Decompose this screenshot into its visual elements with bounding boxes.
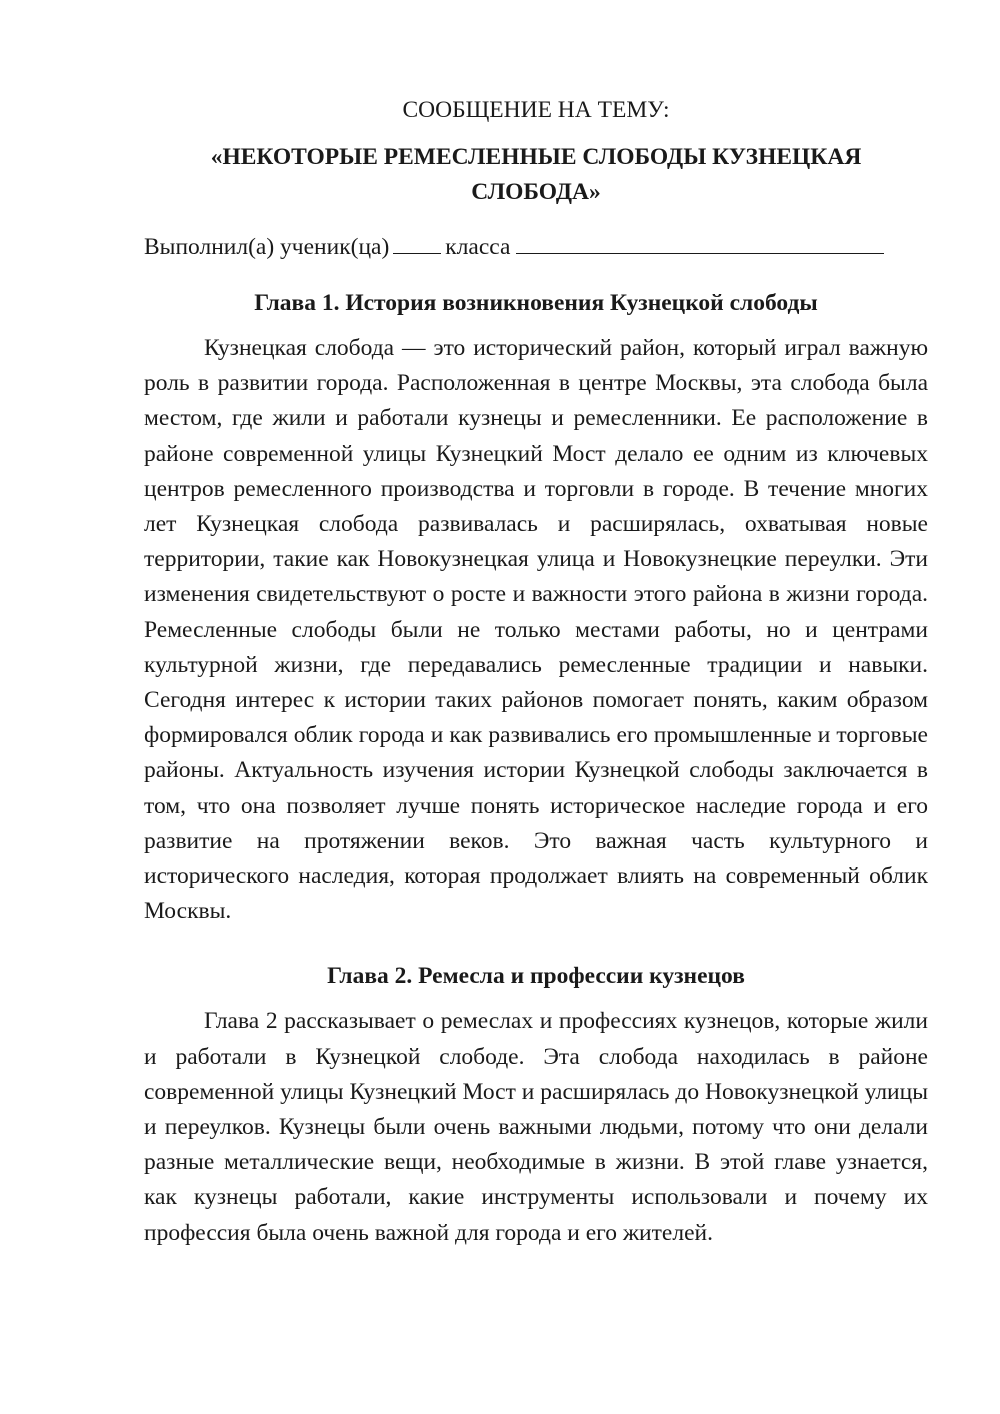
class-blank: [393, 235, 441, 254]
chapter-1-title: Глава 1. История возникновения Кузнецкой слободы: [254, 290, 818, 316]
name-blank: [516, 235, 884, 254]
chapter-2-paragraph: Глава 2 рассказывает о ремеслах и профессиях кузнецов, которые жили и работали в Кузнецкой слободе. Эта слобода находилась в районе современной улицы Кузнецкий Мост и расширялась до Новокузнецкой улицы и переулков. Кузнецы были очень важными людьми, потому что они делали разные металлические вещи, необходимые в жизни. В этой главе узнается, как кузнецы работали, какие инструменты использовали и почему их профессия была очень важной для города и его жителей.: [144, 1008, 928, 1246]
chapter-2-title: Глава 2. Ремесла и профессии кузнецов: [327, 963, 745, 990]
author-label: Выполнил(а) ученик(ца): [144, 234, 390, 260]
chapter-1-paragraph: Кузнецкая слобода — это исторический район, который играл важную роль в развитии города. Расположенная в центре Москвы, эта слобода была местом, где жили и работали кузнецы и ремесленники. Ее расположение в районе современной улицы Кузнецкий Мост делало ее одним из ключевых центров ремесленного производства и торговли в городе. В течение многих лет Кузнецкая слобода развивалась и расширялась, охватывая новые территории, такие как Новокузнецкая улица и Новокузнецкие переулки. Эти изменения свидетельствуют о росте и важности этого района в жизни города. Ремесленные слободы были не только местами работы, но и центрами культурной жизни, где передавались ремесленные традиции и навыки. Сегодня интерес к истории таких районов помогает понять, каким образом формировался облик города и как развивались его промышленные и торговые районы. Актуальность изучения истории Кузнецкой слободы заключается в том, что она позволяет лучше понять историческое наследие города и его развитие на протяжении веков. Это важная часть культурного и исторического наследия, которая продолжает влиять на современный облик Москвы.: [144, 335, 928, 925]
class-label: класса: [445, 234, 511, 260]
document-title-line-2: СЛОБОДА»: [471, 179, 601, 205]
author-line: [144, 232, 928, 262]
topic-label: СООБЩЕНИЕ НА ТЕМУ:: [402, 97, 670, 123]
document-title-line-1: «НЕКОТОРЫЕ РЕМЕСЛЕННЫЕ СЛОБОДЫ КУЗНЕЦКАЯ: [210, 144, 862, 170]
document-page: [144, 96, 928, 1251]
